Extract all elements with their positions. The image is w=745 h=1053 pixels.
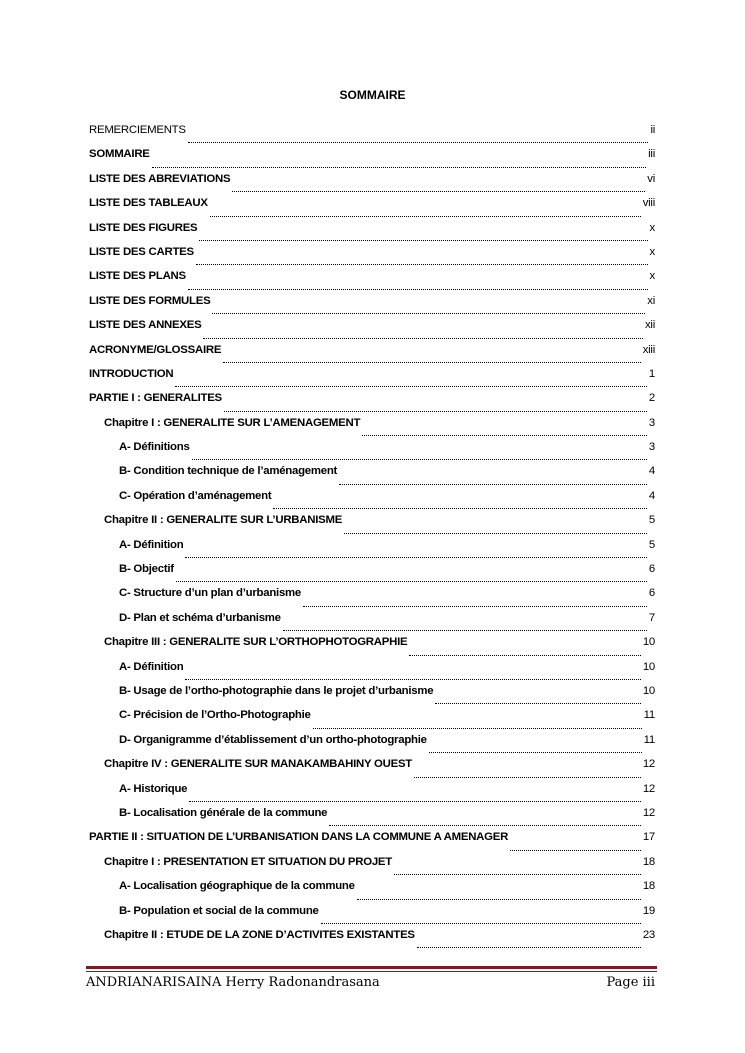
toc-entry-page: xiii (642, 343, 655, 356)
toc-dot-leader (303, 606, 647, 607)
toc-entry[interactable] (89, 636, 655, 660)
toc-dot-leader (175, 386, 647, 387)
toc-entry-page: 3 (648, 441, 655, 454)
toc-entry[interactable] (89, 563, 655, 587)
toc-dot-leader (417, 947, 641, 948)
toc-dot-leader (435, 703, 640, 704)
toc-dot-leader (409, 655, 640, 656)
toc-entry[interactable] (89, 173, 655, 197)
toc-entry-page: 7 (648, 611, 655, 624)
toc-entry[interactable] (89, 709, 655, 733)
toc-dot-leader (152, 167, 647, 168)
toc-entry-label: A- Définitions (119, 441, 190, 454)
toc-entry[interactable] (89, 490, 655, 514)
footer-rule-thin (86, 971, 657, 972)
toc-entry-page: 17 (642, 831, 655, 844)
toc-entry[interactable] (89, 587, 655, 611)
toc-entry[interactable] (89, 539, 655, 563)
toc-entry-label: LISTE DES ANNEXES (89, 319, 202, 332)
toc-entry-page: 12 (642, 806, 655, 819)
toc-dot-leader (344, 533, 647, 534)
toc-entry[interactable] (89, 368, 655, 392)
toc-dot-leader (429, 752, 642, 753)
toc-entry[interactable] (89, 758, 655, 782)
toc-entry-page: 10 (642, 660, 655, 673)
toc-dot-leader (176, 581, 647, 582)
toc-entry-page: ii (650, 124, 655, 136)
toc-entry-label: B- Condition technique de l’aménagement (119, 465, 338, 478)
toc-entry-page: 2 (648, 392, 655, 405)
toc-entry-label: Chapitre I : GENERALITE SUR L’AMENAGEMENT (104, 416, 361, 429)
toc-entry[interactable] (89, 441, 655, 465)
toc-dot-leader (185, 557, 646, 558)
toc-dot-leader (394, 874, 641, 875)
toc-dot-leader (192, 459, 647, 460)
toc-dot-leader (414, 777, 641, 778)
toc-entry-label: D- Plan et schéma d’urbanisme (119, 611, 281, 624)
toc-entry-page: 6 (648, 587, 655, 600)
toc-dot-leader (189, 801, 641, 802)
toc-entry-label: A- Définition (119, 538, 184, 551)
toc-dot-leader (362, 435, 647, 436)
toc-entry-label: LISTE DES ABREVIATIONS (89, 172, 231, 185)
toc-entry-page: 12 (642, 782, 655, 795)
toc-entry-label: SOMMAIRE (89, 148, 150, 161)
toc-dot-leader (339, 484, 647, 485)
toc-entry-page: 18 (642, 855, 655, 868)
toc-entry[interactable] (89, 246, 655, 270)
toc-entry-page: 11 (643, 733, 655, 746)
toc-entry-page: 3 (648, 416, 655, 429)
toc-entry[interactable] (89, 929, 655, 953)
toc-dot-leader (196, 264, 648, 265)
toc-entry-label: LISTE DES FORMULES (89, 294, 211, 307)
toc-entry-page: 1 (648, 367, 655, 380)
toc-entry[interactable] (89, 661, 655, 685)
toc-entry-label: REMERCIEMENTS (89, 124, 186, 136)
toc-entry-label: A- Définition (119, 660, 184, 673)
toc-entry-page: 19 (642, 904, 655, 917)
toc-dot-leader (283, 630, 647, 631)
toc-entry-page: 6 (648, 563, 655, 576)
footer-page-number: Page iii (606, 975, 655, 990)
toc-entry-label: ACRONYME/GLOSSAIRE (89, 343, 222, 356)
toc-entry-page: 4 (648, 489, 655, 502)
toc-dot-leader (232, 191, 645, 192)
toc-entry-page: 18 (642, 880, 655, 893)
toc-dot-leader (329, 825, 641, 826)
toc-entry-page: xi (647, 294, 655, 307)
toc-entry-page: 4 (648, 465, 655, 478)
toc-entry[interactable] (89, 270, 655, 294)
toc-entry[interactable] (89, 319, 655, 343)
toc-entry[interactable] (89, 905, 655, 929)
toc-entry-label: LISTE DES TABLEAUX (89, 197, 208, 210)
toc-entry[interactable] (89, 124, 655, 148)
table-of-contents (89, 124, 655, 953)
toc-entry[interactable] (89, 612, 655, 636)
toc-entry-page: 23 (642, 928, 655, 941)
toc-entry-page: 12 (642, 758, 655, 771)
toc-entry-label: B- Population et social de la commune (119, 904, 319, 917)
toc-entry-label: LISTE DES CARTES (89, 245, 194, 258)
toc-entry-page: 5 (648, 538, 655, 551)
toc-entry[interactable] (89, 392, 655, 416)
toc-entry[interactable] (89, 783, 655, 807)
toc-dot-leader (188, 142, 649, 143)
toc-entry-label: Chapitre III : GENERALITE SUR L’ORTHOPHOTOGRAPHIE (104, 636, 408, 649)
page-title: SOMMAIRE (339, 88, 406, 102)
toc-dot-leader (188, 289, 648, 290)
toc-entry-page: xii (644, 319, 655, 332)
toc-entry[interactable] (89, 856, 655, 880)
toc-entry-label: C- Structure d’un plan d’urbanisme (119, 587, 301, 600)
toc-entry-label: D- Organigramme d’établissement d’un ortho-photographie (119, 733, 427, 746)
toc-entry-label: Chapitre II : GENERALITE SUR L’URBANISME (104, 514, 343, 527)
toc-entry-label: PARTIE II : SITUATION DE L’URBANISATION DANS LA COMMUNE A AMENAGER (89, 831, 509, 844)
toc-entry-label: C- Opération d’aménagement (119, 489, 272, 502)
toc-entry[interactable] (89, 344, 655, 368)
toc-entry[interactable] (89, 685, 655, 709)
toc-entry-page: x (649, 245, 655, 258)
toc-entry-label: INTRODUCTION (89, 367, 174, 380)
toc-entry-label: Chapitre II : ETUDE DE LA ZONE D’ACTIVITES EXISTANTES (104, 928, 415, 941)
toc-dot-leader (224, 411, 647, 412)
toc-entry[interactable] (89, 148, 655, 172)
toc-entry[interactable] (89, 514, 655, 538)
toc-dot-leader (185, 679, 640, 680)
toc-entry-label: A- Localisation géographique de la commune (119, 880, 355, 893)
toc-entry-page: viii (642, 197, 655, 210)
toc-entry-label: LISTE DES FIGURES (89, 221, 198, 234)
toc-entry[interactable] (89, 831, 655, 855)
toc-entry[interactable] (89, 295, 655, 319)
toc-entry-page: 10 (642, 684, 655, 697)
toc-entry-label: B- Usage de l’ortho-photographie dans le projet d’urbanisme (119, 684, 434, 697)
toc-entry[interactable] (89, 197, 655, 221)
toc-dot-leader (313, 728, 642, 729)
toc-dot-leader (212, 313, 645, 314)
toc-entry-label: PARTIE I : GENERALITES (89, 392, 222, 405)
toc-entry-page: vi (647, 172, 655, 185)
toc-entry-label: Chapitre IV : GENERALITE SUR MANAKAMBAHINY OUEST (104, 758, 413, 771)
toc-entry-label: C- Précision de l’Ortho-Photographie (119, 709, 311, 722)
toc-dot-leader (223, 362, 641, 363)
toc-dot-leader (510, 850, 641, 851)
footer-rule-thick (86, 966, 657, 969)
toc-entry-label: LISTE DES PLANS (89, 270, 186, 283)
toc-entry-label: Chapitre I : PRESENTATION ET SITUATION DU PROJET (104, 855, 392, 868)
toc-entry-label: B- Objectif (119, 563, 174, 576)
toc-entry[interactable] (89, 807, 655, 831)
toc-entry[interactable] (89, 734, 655, 758)
toc-dot-leader (273, 508, 647, 509)
toc-dot-leader (321, 923, 641, 924)
toc-entry-page: x (649, 270, 655, 283)
toc-entry[interactable] (89, 880, 655, 904)
toc-dot-leader (199, 240, 647, 241)
toc-entry-page: x (649, 221, 655, 234)
toc-entry-page: 10 (642, 636, 655, 649)
toc-entry-label: A- Historique (119, 782, 188, 795)
toc-entry-page: 5 (648, 514, 655, 527)
toc-entry[interactable] (89, 465, 655, 489)
toc-entry-page: 11 (643, 709, 655, 722)
toc-dot-leader (203, 338, 643, 339)
toc-entry[interactable] (89, 222, 655, 246)
footer-author: ANDRIANARISAINA Herry Radonandrasana (86, 975, 380, 990)
toc-dot-leader (357, 899, 641, 900)
toc-entry-label: B- Localisation générale de la commune (119, 806, 328, 819)
toc-dot-leader (210, 216, 641, 217)
toc-entry-page: iii (648, 148, 655, 161)
toc-entry[interactable] (89, 417, 655, 441)
